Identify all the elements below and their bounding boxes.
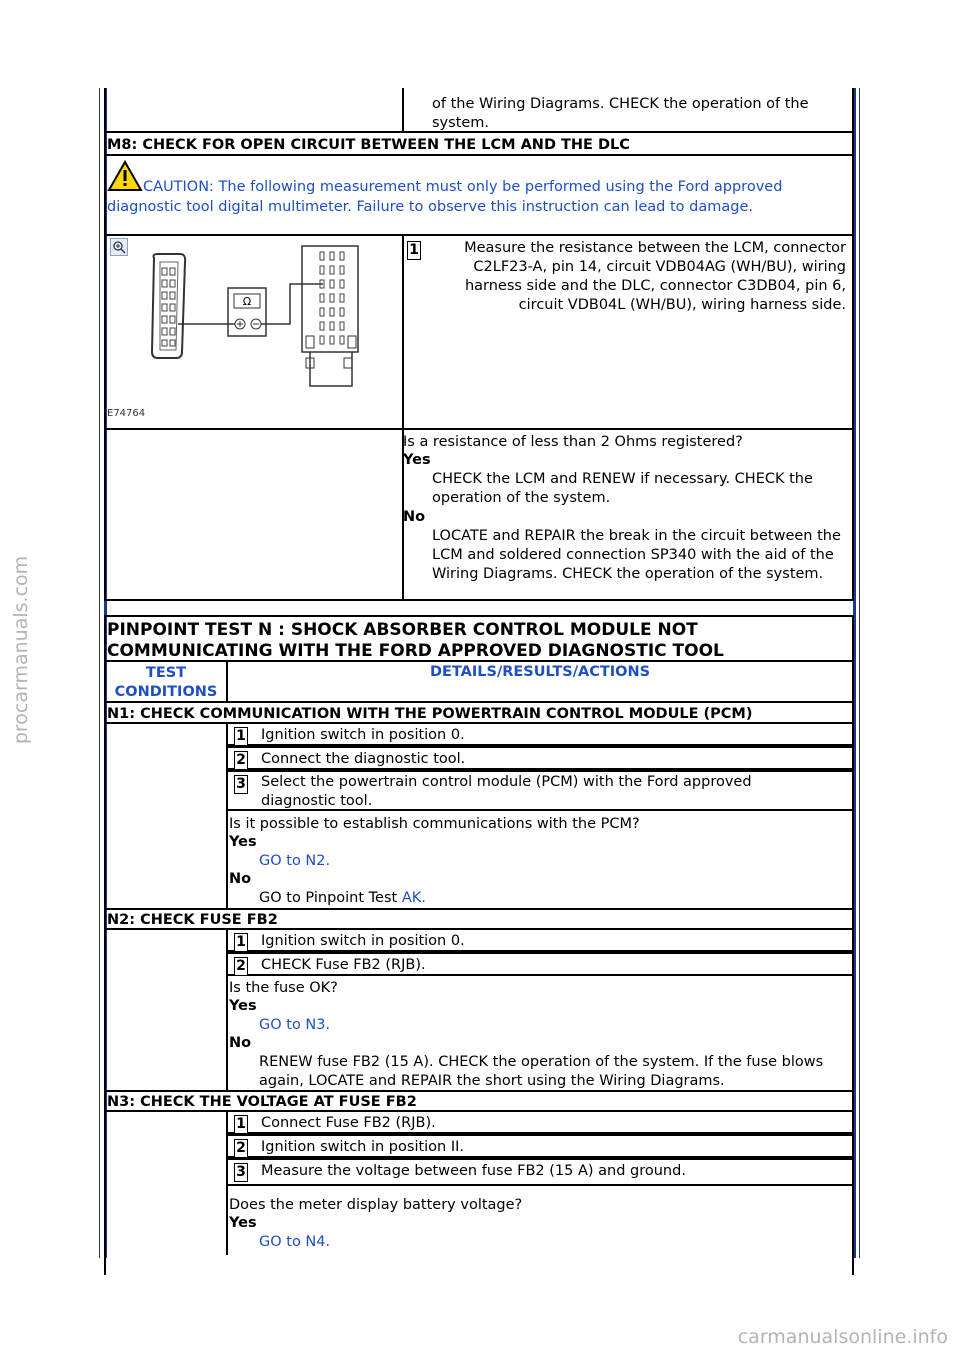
step-number: 3 — [234, 1163, 248, 1182]
caution-text: CAUTION: The following measurement must only be performed using the Ford approved diagnostic tool digital multimeter. Failure to observe this instruction can lead to damage. — [107, 179, 783, 215]
right-rail-thin — [859, 88, 860, 1258]
m8-no-text: LOCATE and REPAIR the break in the circuit between the LCM and soldered connection SP340 with the aid of the Wiring Diagrams. CHECK the operation of the system. — [432, 528, 841, 582]
n1-step1-text: Ignition switch in position 0. — [261, 727, 465, 743]
no-label: No — [229, 1035, 252, 1051]
n1-step2-text: Connect the diagnostic tool. — [261, 751, 466, 767]
svg-text:Ω: Ω — [242, 295, 252, 308]
divider — [104, 131, 854, 133]
n3-step2-text: Ignition switch in position II. — [261, 1139, 465, 1155]
m8-col-divider-top — [402, 88, 404, 132]
n1-question: Is it possible to establish communications with the PCM? — [229, 816, 640, 832]
step-number: 2 — [234, 1139, 248, 1158]
step-number: 1 — [234, 1115, 248, 1134]
divider — [104, 701, 854, 703]
n1-step3-text: Select the powertrain control module (PCM) with the Ford approved diagnostic tool. — [261, 774, 752, 809]
n3-title: N3: CHECK THE VOLTAGE AT FUSE FB2 — [107, 1094, 417, 1110]
yes-label: Yes — [229, 834, 257, 850]
step-number: 1 — [234, 933, 248, 952]
m8-question: Is a resistance of less than 2 Ohms registered? — [403, 434, 743, 450]
step-number: 2 — [234, 957, 248, 976]
m8-title: M8: CHECK FOR OPEN CIRCUIT BETWEEN THE LCM AND THE DLC — [107, 137, 630, 153]
n1-yes-link[interactable]: GO to N2. — [259, 853, 331, 869]
divider — [104, 154, 854, 156]
divider — [104, 1090, 854, 1092]
m8-col-divider — [402, 234, 404, 601]
divider — [104, 428, 854, 430]
n3-step3-text: Measure the voltage between fuse FB2 (15 A) and ground. — [261, 1163, 686, 1179]
step-number: 1 — [407, 241, 421, 260]
n1-no-line — [259, 889, 426, 908]
col-header-test-conditions: TEST CONDITIONS — [114, 665, 218, 700]
n2-no-text: RENEW fuse FB2 (15 A). CHECK the operation of the system. If the fuse blows again, LOCATE and REPAIR the short using the Wiring Diagrams. — [259, 1054, 824, 1089]
step-number: 3 — [234, 775, 248, 794]
m8-step1-text: Measure the resistance between the LCM, connector C2LF23-A, pin 14, circuit VDB04AG (WH/BU), wiring harness side and the DLC, connector C3DB04, pin 6, circuit VDB04L (WH/BU), wiring harness side. — [464, 240, 846, 313]
wiring-figure — [140, 240, 370, 400]
divider — [104, 234, 854, 236]
yes-label: Yes — [403, 452, 431, 468]
zoom-icon[interactable] — [110, 238, 128, 256]
col-header-details: DETAILS/RESULTS/ACTIONS — [429, 664, 651, 680]
n1-title: N1: CHECK COMMUNICATION WITH THE POWERTRAIN CONTROL MODULE (PCM) — [107, 706, 753, 722]
watermark-left: procarmanuals.com — [10, 555, 32, 745]
figure-label: E74764 — [107, 408, 146, 419]
watermark-bottom: carmanualsonline.info — [737, 1326, 948, 1348]
divider — [104, 908, 854, 910]
n2-step2-text: CHECK Fuse FB2 (RJB). — [261, 957, 426, 973]
n3-step1-text: Connect Fuse FB2 (RJB). — [261, 1115, 436, 1131]
yes-label: Yes — [229, 998, 257, 1014]
yes-label: Yes — [229, 1215, 257, 1231]
n2-title: N2: CHECK FUSE FB2 — [107, 912, 278, 928]
left-rail — [99, 88, 100, 1258]
no-label: No — [229, 871, 252, 887]
pinpoint-title: PINPOINT TEST N : SHOCK ABSORBER CONTROL MODULE NOT COMMUNICATING WITH THE FORD APPROVED DIAGNOSTIC TOOL — [107, 620, 724, 661]
no-label: No — [403, 509, 426, 525]
divider — [104, 660, 854, 662]
m8-yes-text: CHECK the LCM and RENEW if necessary. CHECK the operation of the system. — [432, 471, 813, 506]
n1-no-text: GO to Pinpoint Test — [259, 890, 402, 906]
n2-question: Is the fuse OK? — [229, 980, 338, 996]
continued-text: of the Wiring Diagrams. CHECK the operation of the system. — [432, 96, 809, 131]
n3-question: Does the meter display battery voltage? — [229, 1197, 523, 1213]
step-number: 1 — [234, 727, 248, 746]
n3-yes-link[interactable]: GO to N4. — [259, 1234, 331, 1250]
n2-step1-text: Ignition switch in position 0. — [261, 933, 465, 949]
step-number: 2 — [234, 751, 248, 770]
n2-yes-link[interactable]: GO to N3. — [259, 1017, 331, 1033]
n1-no-link[interactable]: AK. — [401, 890, 426, 906]
